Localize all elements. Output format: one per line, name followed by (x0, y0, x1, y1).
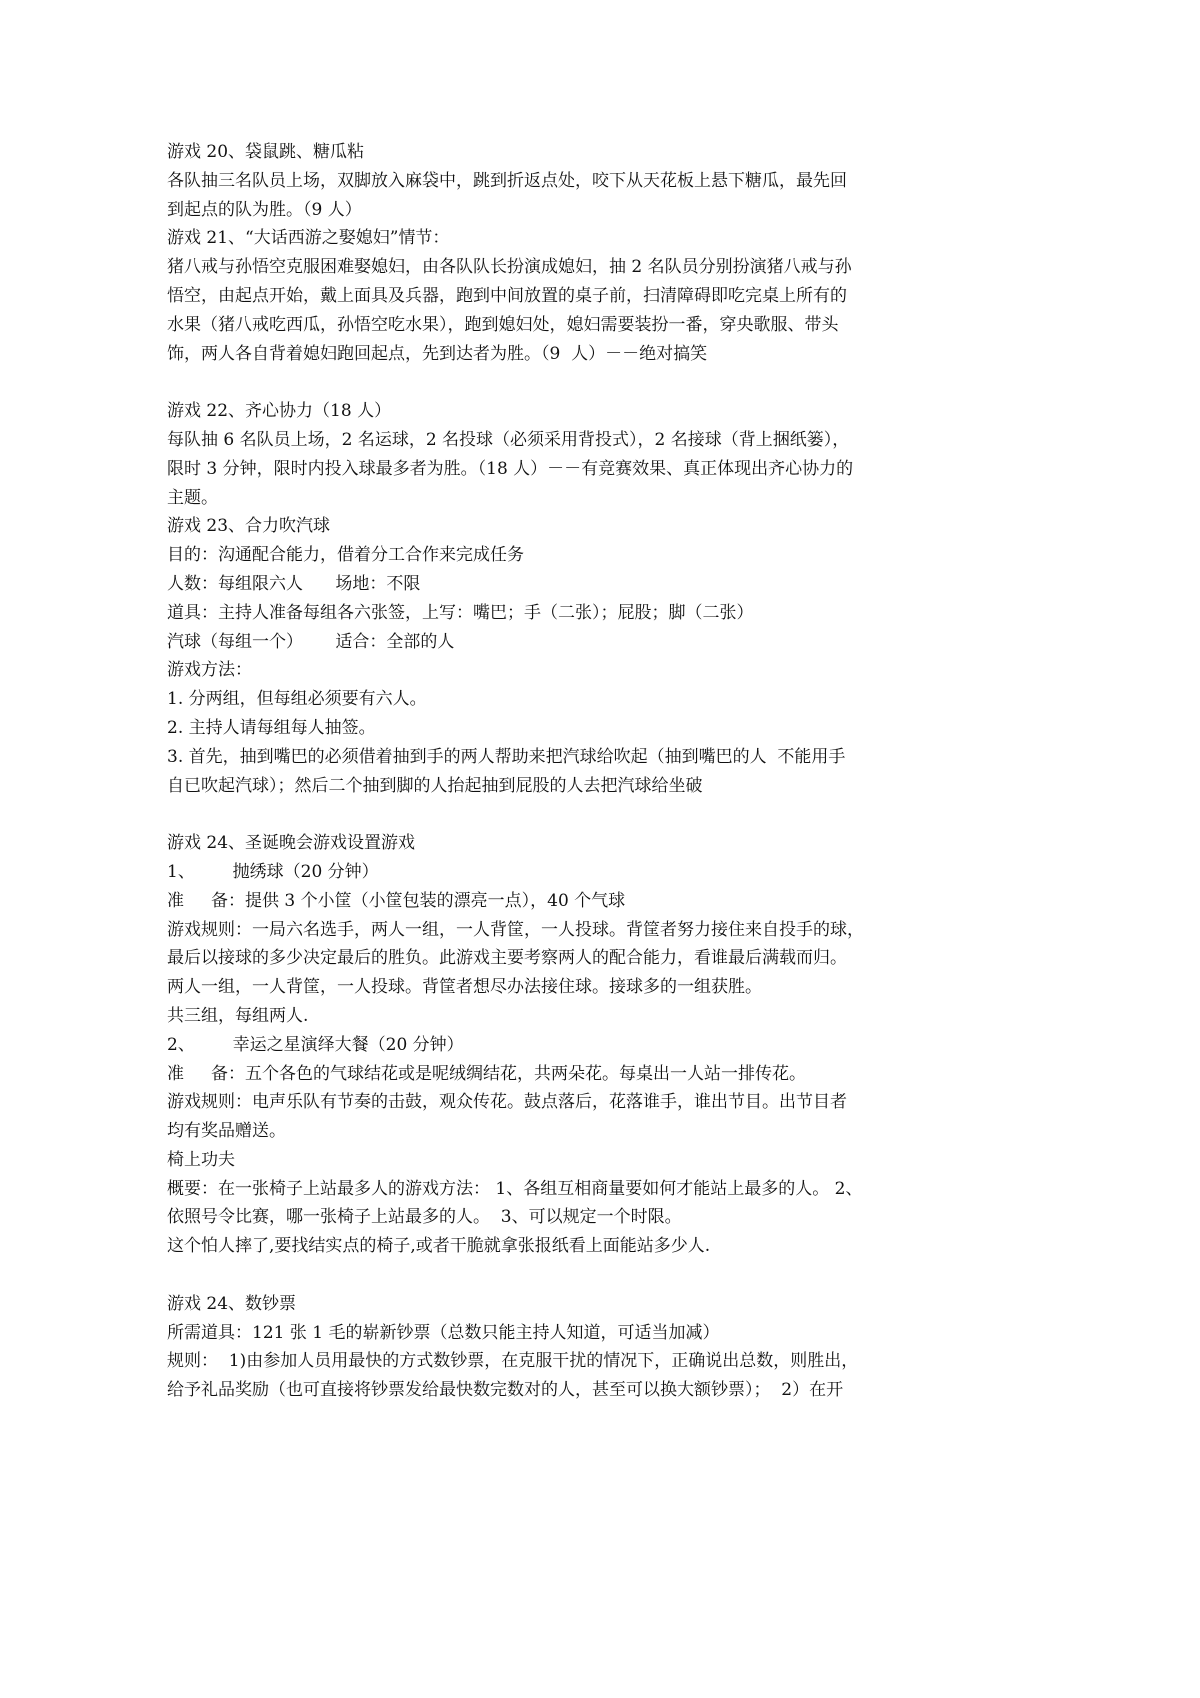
text-line: 道具：主持人准备每组各六张签，上写：嘴巴；手（二张）；屁股；脚（二张） (167, 602, 754, 623)
text-line: 1. 分两组，但每组必须要有六人。 (167, 689, 427, 710)
text-line: 目的：沟通配合能力，借着分工合作来完成任务 (167, 545, 524, 566)
text-line: 游戏 23、合力吹汽球 (167, 516, 331, 537)
text-line: 这个怕人摔了,要找结实点的椅子,或者干脆就拿张报纸看上面能站多少人. (167, 1236, 711, 1257)
text-line: 猪八戒与孙悟空克服困难娶媳妇，由各队队长扮演成媳妇，抽 2 名队员分别扮演猪八戒与孙 (167, 257, 852, 278)
text-line: 游戏规则：电声乐队有节奏的击鼓，观众传花。鼓点落后，花落谁手，谁出节目。出节目者 (167, 1092, 847, 1113)
text-line: 均有奖品赠送。 (167, 1121, 286, 1142)
text-line: 规则： 1)由参加人员用最快的方式数钞票，在克服干扰的情况下，正确说出总数，则胜出， (167, 1351, 859, 1372)
text-line: 给予礼品奖励（也可直接将钞票发给最快数完数对的人，甚至可以换大额钞票）； 2）在开 (167, 1380, 844, 1401)
text-line: 游戏方法： (167, 660, 252, 681)
text-line: 游戏 21、“大话西游之娶媳妇”情节： (167, 228, 450, 249)
text-line: 共三组，每组两人. (167, 1005, 309, 1026)
text-line: 游戏规则：一局六名选手，两人一组，一人背筐，一人投球。背筐者努力接住来自投手的球， (167, 919, 864, 940)
text-line: 自已吹起汽球）；然后二个抽到脚的人抬起抽到屁股的人去把汽球给坐破 (167, 775, 703, 796)
document-body (167, 138, 952, 1405)
text-line: 最后以接球的多少决定最后的胜负。此游戏主要考察两人的配合能力，看谁最后满载而归。 (167, 948, 847, 969)
text-line: 准 备：五个各色的气球结花或是呢绒绸结花，共两朵花。每桌出一人站一排传花。 (167, 1063, 807, 1084)
blank-line (167, 800, 952, 829)
text-line: 水果（猪八戒吃西瓜，孙悟空吃水果），跑到媳妇处，媳妇需要装扮一番，穿央歌服、带头 (167, 314, 839, 335)
text-line: 准 备：提供 3 个小筐（小筐包装的漂亮一点），40 个气球 (167, 890, 626, 911)
text-line: 2. 主持人请每组每人抽签。 (167, 717, 376, 738)
text-line: 概要：在一张椅子上站最多人的游戏方法： 1、各组互相商量要如何才能站上最多的人。 2、 (167, 1178, 863, 1199)
text-line: 人数：每组限六人 场地：不限 (167, 573, 421, 594)
text-line: 游戏 24、圣诞晚会游戏设置游戏 (167, 833, 416, 854)
text-line: 各队抽三名队员上场，双脚放入麻袋中，跳到折返点处，咬下从天花板上悬下糖瓜，最先回 (167, 170, 847, 191)
text-line: 每队抽 6 名队员上场，2 名运球，2 名投球（必须采用背投式），2 名接球（背上捆纸篓）， (167, 429, 850, 450)
text-line: 所需道具：121 张 1 毛的崭新钞票（总数只能主持人知道，可适当加减） (167, 1322, 720, 1343)
text-line: 3. 首先，抽到嘴巴的必须借着抽到手的两人帮助来把汽球给吹起（抽到嘴巴的人 不能用手 (167, 746, 846, 767)
text-line: 到起点的队为胜。（9 人） (167, 199, 362, 220)
text-line: 主题。 (167, 487, 218, 508)
text-line: 悟空，由起点开始，戴上面具及兵器，跑到中间放置的桌子前，扫清障碍即吃完桌上所有的 (167, 285, 847, 306)
blank-line (167, 1261, 952, 1290)
text-line: 饰，两人各自背着媳妇跑回起点，先到达者为胜。（9 人）－－绝对搞笑 (167, 343, 708, 364)
text-line: 游戏 24、数钞票 (167, 1293, 297, 1314)
text-line: 汽球（每组一个） 适合：全部的人 (167, 631, 455, 652)
text-line: 游戏 22、齐心协力（18 人） (167, 401, 392, 422)
text-line: 1、 抛绣球（20 分钟） (167, 861, 379, 882)
text-line: 限时 3 分钟，限时内投入球最多者为胜。（18 人）－－有竞赛效果、真正体现出齐心协力的 (167, 458, 854, 479)
text-line: 依照号令比赛，哪一张椅子上站最多的人。 3、可以规定一个时限。 (167, 1207, 682, 1228)
text-line: 2、 幸运之星演绎大餐（20 分钟） (167, 1034, 464, 1055)
text-line: 两人一组，一人背筐，一人投球。背筐者想尽办法接住球。接球多的一组获胜。 (167, 977, 762, 998)
text-line: 椅上功夫 (167, 1149, 235, 1170)
blank-line (167, 368, 952, 397)
text-line: 游戏 20、袋鼠跳、糖瓜粘 (167, 142, 365, 162)
